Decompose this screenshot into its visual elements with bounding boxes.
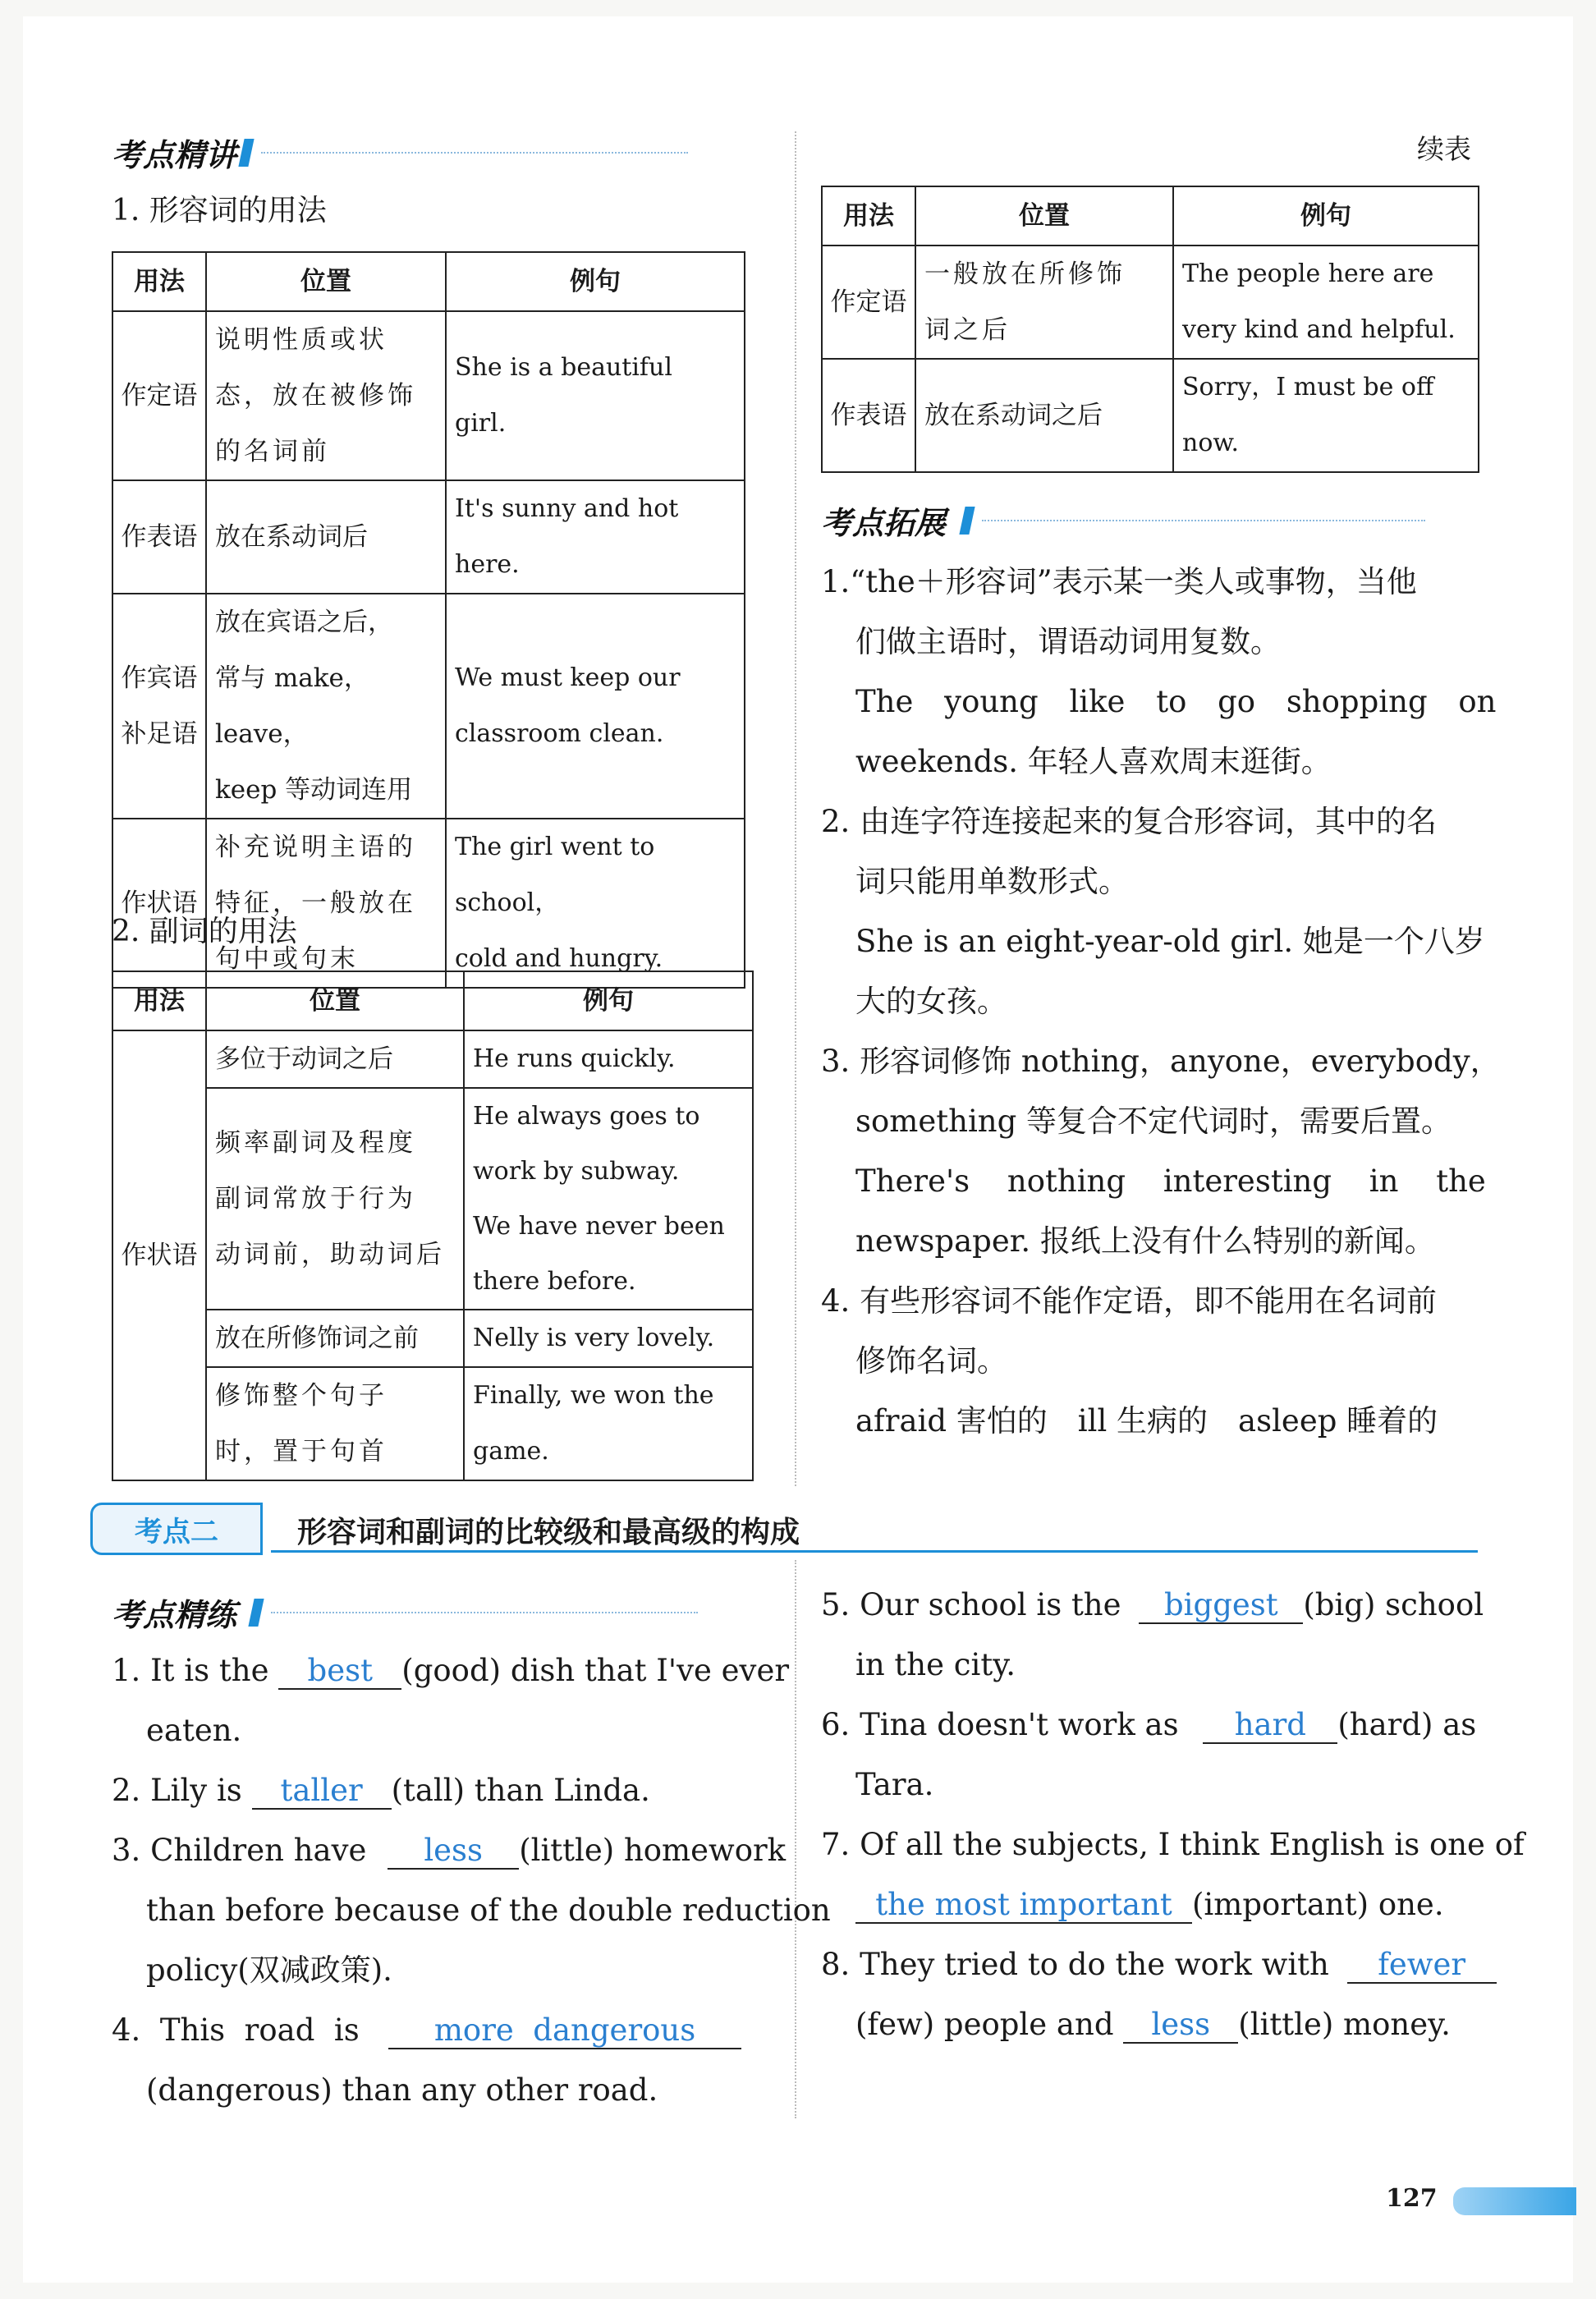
table-row [822,246,1479,359]
example-cell: She is a beautiful girl. [446,311,745,480]
note-2-example-line-1: She is an eight-year-old girl. 她是一个八岁 [855,924,1485,959]
col-header-example: 例句 [446,252,745,311]
page-number: 127 [1386,2184,1438,2213]
flag-icon [248,1599,264,1627]
question-7-line-2: the most important (important) one. [821,1875,1484,1934]
answer-blank: fewer [1347,1948,1497,1984]
exercises-right [821,1575,1525,2054]
usage-cell: 作定语 [112,311,206,480]
col-header-position: 位置 [915,186,1173,246]
dotted-rule [271,1612,698,1613]
example-cell: He runs quickly. [464,1030,753,1088]
column-divider [795,131,796,1486]
note-2-line-1: 2. 由连字符连接起来的复合形容词，其中的名 [821,804,1438,839]
usage-cell: 作表语 [822,359,915,472]
flag-icon [959,507,975,535]
table-row [112,594,745,819]
answer-blank: the most important [855,1888,1192,1924]
example-cell: Sorry，I must be off now. [1173,359,1479,472]
table-row [112,480,745,594]
question-8: 8. They tried to do the work with fewer [821,1934,1484,1994]
note-4-line-1: 4. 有些形容词不能作定语，即不能用在名词前 [821,1283,1438,1319]
note-2-line-2: 词只能用单数形式。 [855,864,1129,899]
position-cell: 放在所修饰词之前 [206,1310,464,1367]
adverb-usage-table [112,971,754,1481]
section-heading-practice [112,1590,698,1635]
heading-text: 考点精练 [112,1597,237,1633]
question-5: 5. Our school is the biggest (big) school [821,1587,1484,1622]
adjective-usage-title: 1. 形容词的用法 [112,194,327,227]
position-cell: 一般放在所修饰 词之后 [915,246,1173,359]
note-4-line-2: 修饰名词。 [855,1343,1007,1379]
extension-notes [821,552,1501,1451]
dotted-rule [982,520,1425,521]
question-2: 2. Lily is taller (tall) than Linda. [112,1773,650,1808]
question-7: 7. Of all the subjects, I think English is one of [821,1827,1525,1862]
col-header-usage: 用法 [112,971,206,1030]
question-3-line-2: than before because of the double reduction [146,1893,831,1928]
note-2-example-line-2: 大的女孩。 [855,984,1007,1019]
dotted-rule [261,152,688,154]
position-cell: 频率副词及程度 副词常放于行为 动词前，助动词后 [206,1088,464,1310]
table-row [822,359,1479,472]
adjective-usage-table-continued [821,186,1479,473]
position-cell: 放在系动词后 [206,480,446,594]
answer-blank: taller [252,1774,392,1810]
page-number-bar [1453,2187,1576,2215]
position-cell: 放在系动词之后 [915,359,1173,472]
heading-text: 考点拓展 [821,505,947,541]
example-cell: He always goes to work by subway. We have never been there before. [464,1088,753,1310]
col-header-example: 例句 [464,971,753,1030]
table-row [112,819,745,988]
section-title: 形容词和副词的比较级和最高级的构成 [297,1516,800,1549]
answer-blank: less [1123,2008,1238,2044]
col-header-position: 位置 [206,252,446,311]
position-cell: 补充说明主语的 特征，一般放在 句中或句末 [206,819,446,988]
position-cell: 说明性质或状 态，放在被修饰 的名词前 [206,311,446,480]
position-cell: 多位于动词之后 [206,1030,464,1088]
note-3-line-2: something 等复合不定代词时，需要后置。 [855,1104,1452,1139]
col-header-position: 位置 [206,971,464,1030]
answer-blank: more dangerous [388,2014,741,2049]
example-cell: The people here are very kind and helpful. [1173,246,1479,359]
usage-cell: 作宾语 补足语 [112,594,206,819]
question-4: 4. This road is more dangerous [112,2000,773,2060]
usage-cell: 作定语 [822,246,915,359]
table-row [112,1367,753,1480]
usage-cell: 作状语 [112,1030,206,1480]
continued-label: 续表 [1417,133,1471,165]
example-cell: We must keep our classroom clean. [446,594,745,819]
section-rule [271,1550,1478,1553]
note-1-line-1: 1.“the＋形容词”表示某一类人或事物，当他 [821,564,1417,599]
question-1-line-2: eaten. [146,1713,242,1748]
table-row [112,311,745,480]
note-3-example-line-2: newspaper. 报纸上没有什么特别的新闻。 [855,1223,1435,1259]
section-badge: 考点二 [90,1503,263,1555]
adjective-usage-table [112,251,745,989]
col-header-example: 例句 [1173,186,1479,246]
example-cell: Finally, we won the game. [464,1367,753,1480]
table-row [112,1030,753,1088]
example-cell: It's sunny and hot here. [446,480,745,594]
question-4-line-2: (dangerous) than any other road. [146,2072,658,2108]
question-8-line-2: (few) people and less (little) money. [855,2007,1451,2042]
usage-cell: 作状语 [112,819,206,988]
answer-blank: hard [1203,1709,1337,1744]
note-3-example-line-1: There's nothing interesting in the [855,1163,1486,1199]
heading-text: 考点精讲 [112,137,237,173]
col-header-usage: 用法 [112,252,206,311]
position-cell: 放在宾语之后， 常与 make，leave， keep 等动词连用 [206,594,446,819]
flag-icon [238,139,254,167]
note-4-example: afraid 害怕的 ill 生病的 asleep 睡着的 [855,1403,1438,1439]
example-cell: The girl went to school， cold and hungry. [446,819,745,988]
question-5-line-2: in the city. [855,1647,1016,1682]
adverb-usage-title: 2. 副词的用法 [112,915,297,948]
question-1: 1. It is the best (good) dish that I've ever [112,1653,790,1688]
example-cell: Nelly is very lovely. [464,1310,753,1367]
note-1-example-line-2: weekends. 年轻人喜欢周末逛街。 [855,744,1332,779]
answer-blank: biggest [1139,1589,1303,1624]
col-header-usage: 用法 [822,186,915,246]
exercises-left [112,1641,831,2120]
question-6-line-2: Tara. [855,1767,934,1802]
answer-blank: best [278,1654,401,1690]
note-1-example-line-1: The young like to go shopping on [855,684,1497,719]
section-heading-explain [112,130,688,175]
position-cell: 修饰整个句子 时，置于句首 [206,1367,464,1480]
question-3-line-3: policy(双减政策). [146,1953,392,1988]
answer-blank: less [388,1834,519,1870]
table-row [112,1310,753,1367]
note-3-line-1: 3. 形容词修饰 nothing，anyone，everybody， [821,1044,1501,1079]
question-6: 6. Tina doesn't work as hard (hard) as [821,1707,1477,1742]
table-row [112,1088,753,1310]
section-heading-extend [821,498,1425,543]
note-1-line-2: 们做主语时，谓语动词用复数。 [855,624,1281,659]
question-3: 3. Children have less (little) homework [112,1833,787,1868]
column-divider [795,1560,796,2118]
usage-cell: 作表语 [112,480,206,594]
